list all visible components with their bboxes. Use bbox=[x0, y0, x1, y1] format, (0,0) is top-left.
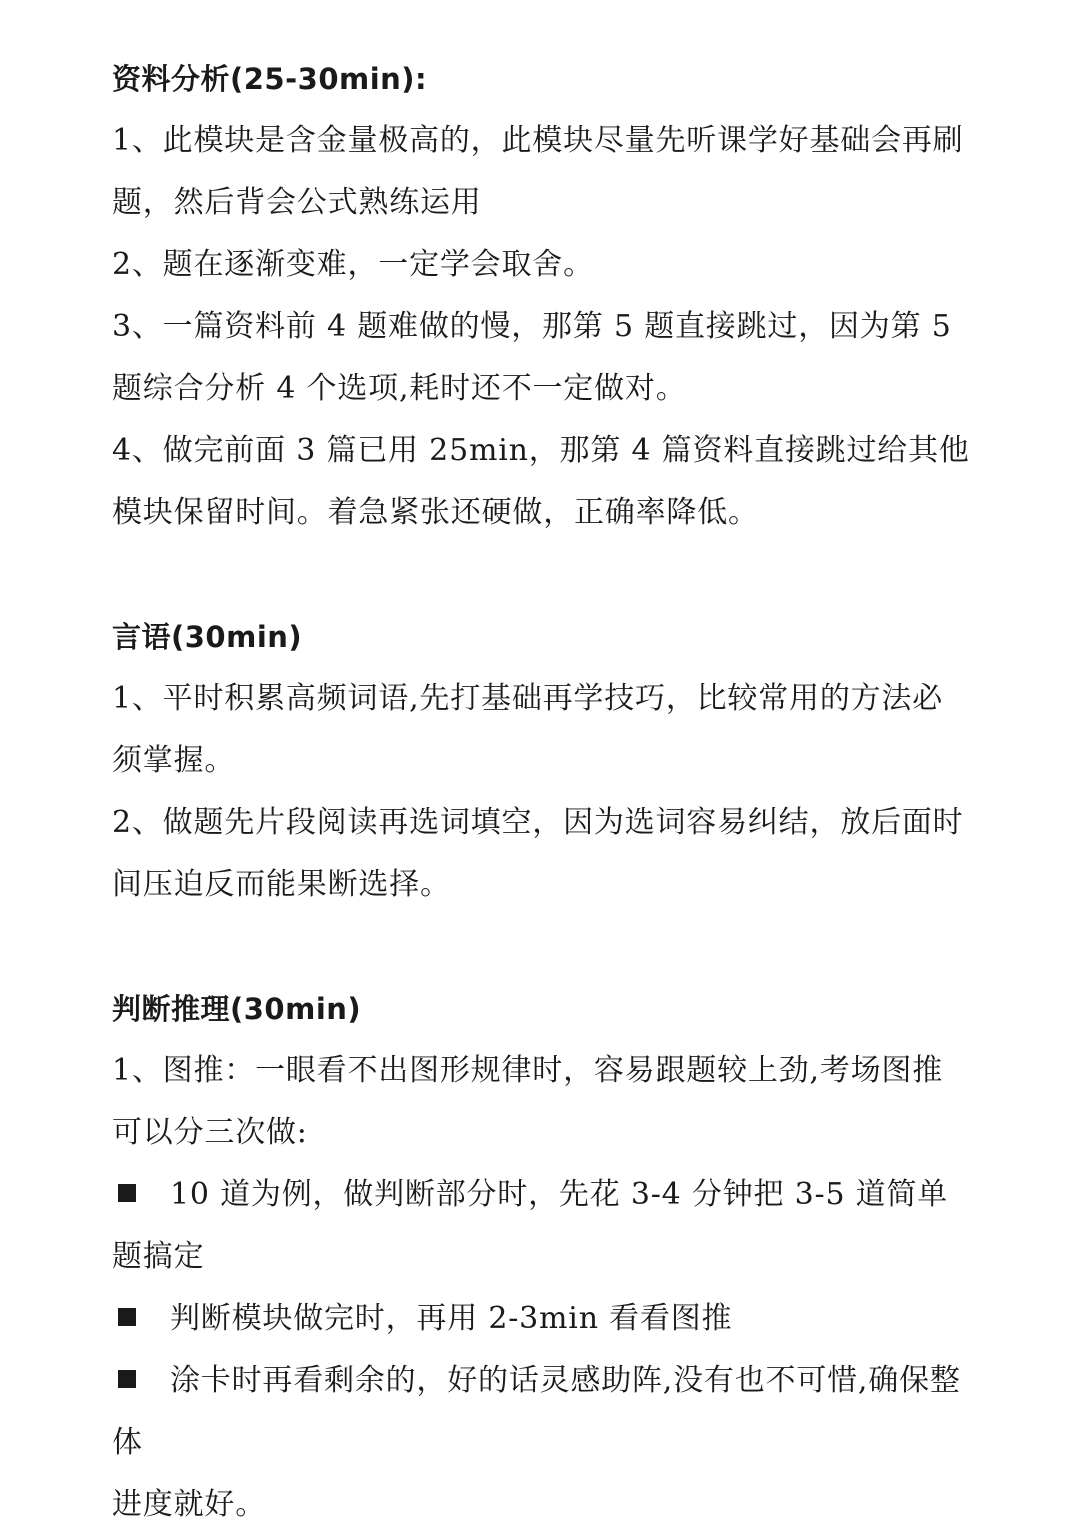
bullet-item bbox=[112, 1350, 970, 1474]
list-item: 4、做完前面 3 篇已用 25min，那第 4 篇资料直接跳过给其他模块保留时间。着急紧张还硬做，正确率降低。 bbox=[112, 433, 970, 530]
section-reasoning bbox=[112, 978, 970, 1536]
bullet-item bbox=[112, 1164, 970, 1288]
bullet-text: 10 道为例，做判断部分时，先花 3-4 分钟把 3-5 道简单题搞定 bbox=[112, 1177, 949, 1274]
list-item: 2、题在逐渐变难，一定学会取舍。 bbox=[112, 247, 594, 282]
section-data-analysis bbox=[112, 48, 970, 544]
square-bullet-icon bbox=[118, 1184, 136, 1202]
bullet-text: 判断模块做完时，再用 2-3min 看看图推 bbox=[170, 1301, 733, 1336]
section-heading: 判断推理(30min) bbox=[112, 992, 362, 1026]
list-item: 3、一篇资料前 4 题难做的慢，那第 5 题直接跳过，因为第 5 题综合分析 4 个选项,耗时还不一定做对。 bbox=[112, 309, 952, 406]
list-item: 1、平时积累高频词语,先打基础再学技巧，比较常用的方法必须掌握。 bbox=[112, 681, 944, 778]
square-bullet-icon bbox=[118, 1370, 136, 1388]
bullet-text: 涂卡时再看剩余的，好的话灵感助阵,没有也不可惜,确保整体 bbox=[112, 1363, 961, 1460]
section-heading: 资料分析(25-30min): bbox=[112, 62, 428, 96]
list-item: 1、此模块是含金量极高的，此模块尽量先听课学好基础会再刷题，然后背会公式熟练运用 bbox=[112, 123, 964, 220]
section-spacer bbox=[112, 544, 970, 606]
list-item: 1、图推：一眼看不出图形规律时，容易跟题较上劲,考场图推可以分三次做: bbox=[112, 1053, 944, 1150]
section-spacer bbox=[112, 916, 970, 978]
bullet-continuation: 进度就好。 bbox=[112, 1487, 266, 1522]
list-item: 2、做题先片段阅读再选词填空，因为选词容易纠结，放后面时间压迫反而能果断选择。 bbox=[112, 805, 964, 902]
section-heading: 言语(30min) bbox=[112, 620, 303, 654]
bullet-item bbox=[112, 1288, 970, 1350]
section-verbal bbox=[112, 606, 970, 916]
square-bullet-icon bbox=[118, 1308, 136, 1326]
